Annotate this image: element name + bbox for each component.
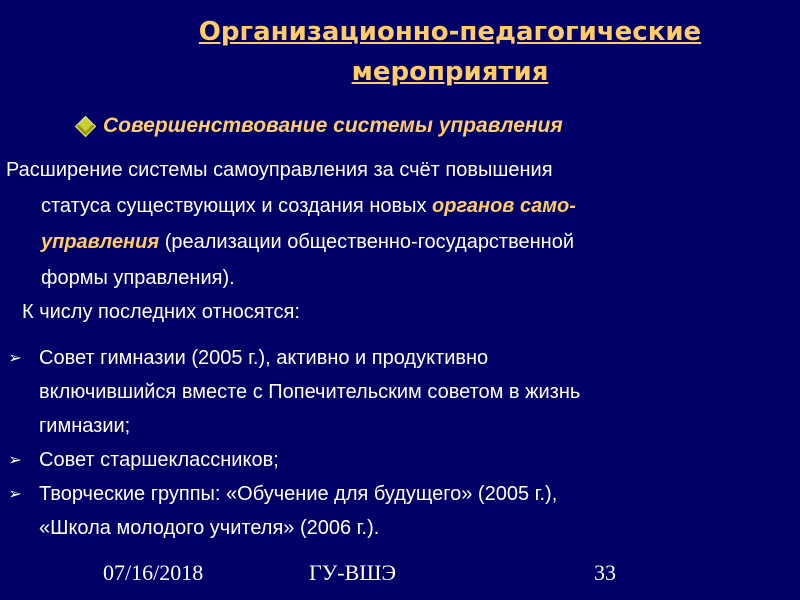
arrow-icon: ➢ xyxy=(8,484,22,503)
diamond-icon xyxy=(75,115,96,136)
list-item xyxy=(0,443,800,477)
slide-title xyxy=(140,12,760,92)
paragraph-line-1: Расширение системы самоуправления за счёт повышения xyxy=(6,159,553,181)
footer-date: 07/16/2018 xyxy=(103,560,204,585)
list-item-line: гимназии; xyxy=(39,415,131,437)
list-item-line: Совет гимназии (2005 г.), активно и продуктивно xyxy=(39,347,489,369)
section-heading-text: Совершенствование системы управления xyxy=(103,114,563,137)
list-item-line: «Школа молодого учителя» (2006 г.). xyxy=(39,517,380,539)
paragraph-line-4: формы управления). xyxy=(41,267,235,289)
footer-organization: ГУ-ВШЭ xyxy=(309,560,397,585)
page-number: 33 xyxy=(594,560,616,585)
list-intro: К числу последних относятся: xyxy=(22,301,300,323)
title-line-1: Организационно-педагогические xyxy=(198,17,702,47)
list-item-line: Совет старшеклассников; xyxy=(39,449,279,471)
list-item xyxy=(0,477,800,545)
arrow-icon: ➢ xyxy=(8,450,22,469)
title-line-2: мероприятия xyxy=(351,57,549,87)
paragraph-line-3 xyxy=(6,224,786,260)
section-heading xyxy=(78,110,563,142)
highlight-text: управления xyxy=(41,231,160,253)
list-item-line: включившийся вместе с Попечительским советом в жизнь xyxy=(39,381,581,403)
highlight-text: органов само- xyxy=(432,195,576,217)
bullet-list xyxy=(0,341,800,545)
arrow-icon: ➢ xyxy=(8,348,22,367)
main-paragraph xyxy=(6,152,786,296)
paragraph-text: статуса существующих и создания новых xyxy=(41,195,433,217)
list-item-line: Творческие группы: «Обучение для будущего» (2005 г.), xyxy=(39,483,558,505)
list-item xyxy=(0,341,800,443)
paragraph-line-2 xyxy=(6,188,786,224)
paragraph-text: (реализации общественно-государственной xyxy=(159,231,575,253)
